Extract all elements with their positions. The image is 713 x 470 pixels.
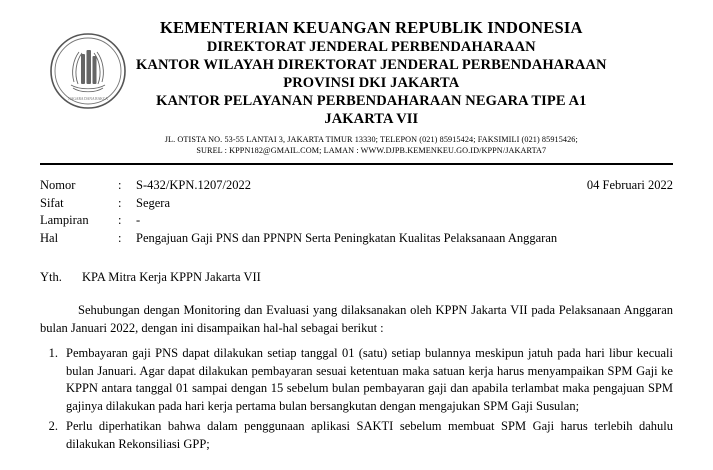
nomor-value: S-432/KPN.1207/2022 [136,178,251,192]
sifat-colon: : [118,195,122,210]
meta-row-hal [40,230,673,248]
kemenkeu-logo-icon [49,32,127,110]
letter-metadata [40,177,673,247]
numbered-list [40,345,673,453]
province: PROVINSI DKI JAKARTA [283,75,460,91]
hal-value: Pengajuan Gaji PNS dan PPNPN Serta Peningkatan Kualitas Pelaksanaan Anggaran [136,230,558,245]
recipient-label: Yth. [40,270,62,284]
recipient-name: KPA Mitra Kerja KPPN Jakarta VII [82,270,261,284]
list-item-number: 1. [48,346,58,360]
address-line-1: JL. OTISTA NO. 53-55 LANTAI 3, JAKARTA TIMUR 13330; TELEPON (021) 85915424; FAKSIMILI (021) 85915426; [164,135,578,144]
meta-row-sifat [40,195,673,213]
letter-date: 04 Februari 2022 [586,178,673,192]
recipient-block [40,269,673,286]
lampiran-colon: : [118,213,122,227]
logo-container [40,18,136,110]
sifat-label: Sifat [40,195,64,210]
regional-office: KANTOR WILAYAH DIREKTORAT JENDERAL PERBENDAHARAAN [136,57,607,73]
nomor-colon: : [118,178,122,192]
directorate-general: DIREKTORAT JENDERAL PERBENDAHARAAN [206,39,536,55]
letterhead [0,0,713,156]
letterhead-text [136,18,677,156]
hal-label: Hal [40,230,59,245]
list-item-text: Pembayaran gaji PNS dapat dilakukan setiap tanggal 01 (satu) setiap bulannya meskipun jatuh pada hari libur kecuali bulan Januari. Agar dapat dilakukan pembayaran sesuai ketentuan maka satuan kerja harus menyampaikan SPM Gaji ke KPPN antara tanggal 01 sampai dengan 15 sebelum bulan pembayaran gaji dan apabila terlambat maka pengajuan SPM gajinya dilakukan pada hari kerja pertama bulan bersangkutan dengan mengajukan SPM Gaji Susulan; [66,346,673,413]
meta-row-nomor [40,177,673,195]
svg-text:NAGARA DANA RAKCA: NAGARA DANA RAKCA [68,97,108,101]
office-branch: JAKARTA VII [324,111,419,127]
list-item [40,418,673,453]
nomor-label: Nomor [40,178,76,192]
lampiran-value: - [136,213,141,227]
meta-row-lampiran [40,212,673,230]
opening-paragraph: Sehubungan dengan Monitoring dan Evaluasi yang dilaksanakan oleh KPPN Jakarta VII pada Pelaksanaan Anggaran bulan Januari 2022, dengan ini disampaikan hal-hal sebagai berikut : [40,303,673,335]
ministry-name: KEMENTERIAN KEUANGAN REPUBLIK INDONESIA [159,18,583,37]
hal-colon: : [118,230,122,245]
header-divider [40,163,673,165]
sifat-value: Segera [136,195,171,210]
lampiran-label: Lampiran [40,213,89,227]
service-office: KANTOR PELAYANAN PERBENDAHARAAN NEGARA TIPE A1 [156,93,587,109]
list-item-number: 2. [48,419,58,433]
list-item-text: Perlu diperhatikan bahwa dalam penggunaan aplikasi SAKTI sebelum membuat SPM Gaji harus terlebih dahulu dilakukan Rekonsiliasi GPP; [66,419,673,451]
list-item [40,345,673,415]
address-line-2: SUREL : KPPN182@GMAIL.COM; LAMAN : WWW.DJPB.KEMENKEU.GO.ID/KPPN/JAKARTA7 [196,146,547,155]
